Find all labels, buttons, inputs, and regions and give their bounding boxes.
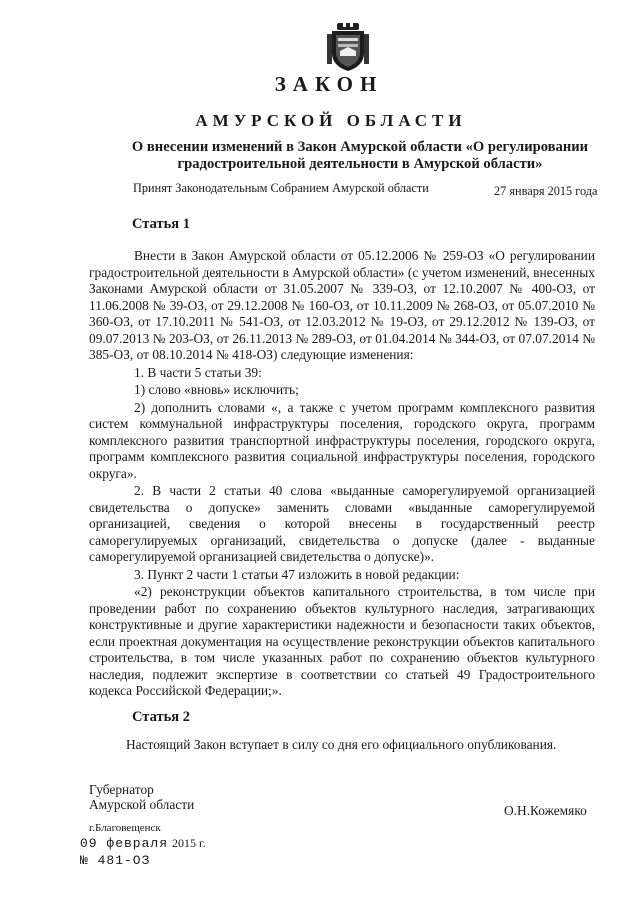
article-2-heading: Статья 2	[132, 709, 190, 725]
city: г.Благовещенск	[89, 822, 161, 834]
law-title-line: градостроительной деятельности в Амурской области»	[177, 156, 543, 172]
adopted-by: Принят Законодательным Собранием Амурской области	[133, 181, 429, 195]
signatory-name: О.Н.Кожемяко	[504, 803, 587, 818]
signatory-region: Амурской области	[89, 797, 195, 812]
signatory-position: Губернатор	[89, 782, 154, 797]
article-paragraph: 1) слово «вновь» исключить;	[134, 382, 299, 397]
law-number: № 481-ОЗ	[80, 853, 151, 868]
document-type: ЗАКОН	[274, 72, 384, 96]
coat-of-arms-icon	[324, 22, 372, 72]
article-paragraph: 2. В части 2 статьи 40 слова «выданные саморегулируемой организацией свидетельства о допуске» заменить словами «выданные саморегулируемой организацией, сведения о которой внесены в государственный реестр саморегулируемых организаций, свидетельства о допуске (далее - выданные саморегулируемой организацией свидетельства о допуске)».	[89, 483, 595, 564]
article-paragraph: 2) дополнить словами «, а также с учетом программ комплексного развития систем коммунальной инфраструктуры поселения, городского округа, программ комплексного развития транспортной инфраструктуры поселения, городского округа, программ комплексного развития социальной инфраструктуры поселения, городского округа».	[89, 399, 595, 481]
article-paragraph: 1. В части 5 статьи 39:	[134, 364, 262, 380]
article-paragraph: Внести в Закон Амурской области от 05.12.2006 № 259-ОЗ «О регулировании градостроительной деятельности в Амурской области» (с учетом изменений, внесенных Законами Амурской области от 31.05.2007 № 339-ОЗ, от 12.10.2007 № 400-ОЗ, от 11.06.2008 № 39-ОЗ, от 29.12.2008 № 160-ОЗ, от 10.11.2009 № 268-ОЗ, от 05.07.2010 № 360-ОЗ, от 17.10.2011 № 541-ОЗ, от 12.03.2012 № 19-ОЗ, от 29.12.2012 № 139-ОЗ, от 09.07.2013 № 203-ОЗ, от 26.11.2013 № 289-ОЗ, от 01.04.2014 № 344-ОЗ, от 07.07.2014 № 385-ОЗ, от 08.10.2014 № 418-ОЗ) следующие изменения:	[89, 248, 595, 362]
law-title	[110, 139, 610, 173]
article-1-heading: Статья 1	[132, 216, 190, 232]
article-paragraph: «2) реконструкции объектов капитального строительства, в том числе при проведении работ по сохранению объектов культурного наследия, затрагивающих конструктивные и другие характеристики надежности и безопасности таких объектов, если проектная документация на осуществление реконструкции объектов капитального строительства, в том числе указанных работ по сохранению объектов культурного наследия, подлежит экспертизе в соответствии со статьей 49 Градостроительного кодекса Российской Федерации;».	[89, 584, 595, 698]
article-paragraph: 3. Пункт 2 части 1 статьи 47 изложить в новой редакции:	[134, 566, 460, 582]
law-title-line: О внесении изменений в Закон Амурской области «О регулировании	[131, 139, 589, 155]
signing-date-year: 2015 г.	[172, 836, 206, 850]
article-2-body: Настоящий Закон вступает в силу со дня его официального опубликования.	[126, 737, 557, 752]
signing-date	[80, 836, 206, 851]
region-name: АМУРСКОЙ ОБЛАСТИ	[195, 111, 467, 130]
article-1-body	[89, 248, 595, 700]
adopted-date: 27 января 2015 года	[494, 184, 598, 198]
signing-date-day: 09 февраля	[80, 836, 169, 851]
